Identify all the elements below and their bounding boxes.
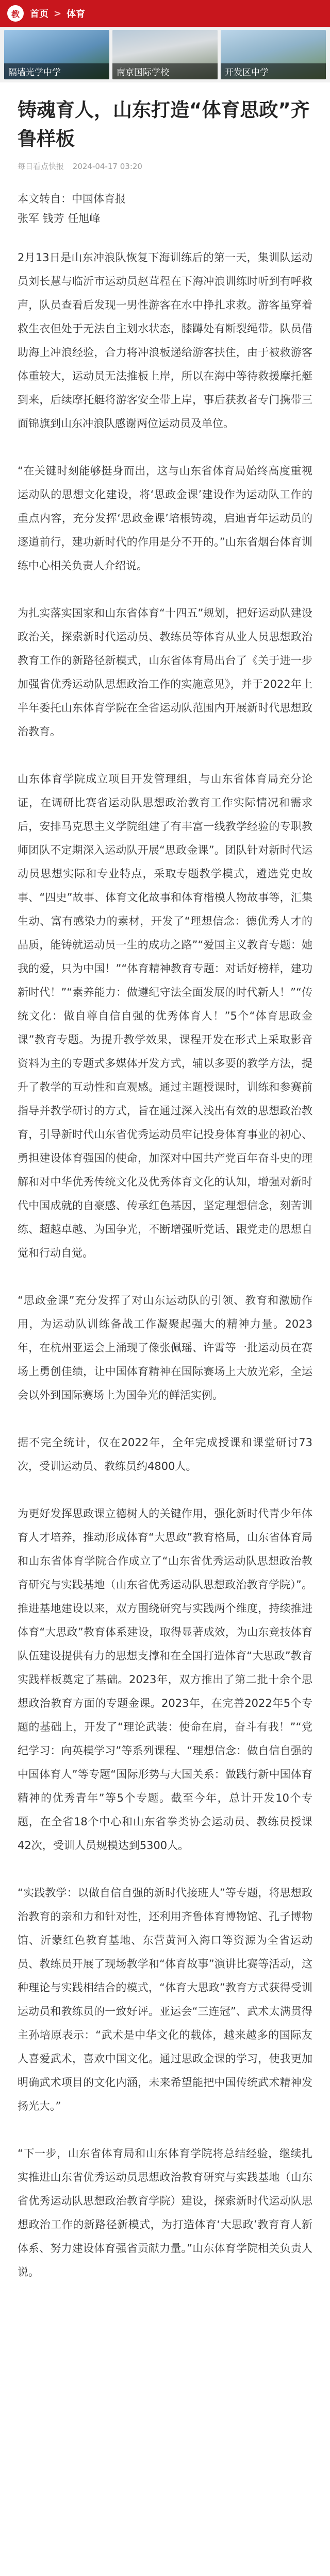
breadcrumb bbox=[30, 7, 85, 20]
article-paragraph: “在关键时刻能够挺身而出，这与山东省体育局始终高度重视运动队的思想文化建设，将‘思政金课’建设作为运动队工作的重点内容，充分发挥‘思政金课’培根铸魂，启迪青年运动员的逐道前行，建功新时代的作用是分不开的。”山东省烟台体育训练中心相关负责人介绍说。 bbox=[18, 465, 312, 572]
article-body bbox=[0, 82, 330, 2299]
source-line: 本文转自：中国体育报 bbox=[18, 193, 126, 205]
article-paragraph: “下一步，山东省体育局和山东体育学院将总结经验，继续扎实推进山东省优秀运动员思想政治教育研究与实践基地（山东省优秀运动队思想政治教育学院）建设，探索新时代运动队思想政治工作的新路径新模式，为打造体育‘大思政’教育育人新体系、努力建设体育强省贡献力量。”山东体育学院相关负责人说。 bbox=[18, 2147, 312, 2278]
thumbnail-card[interactable] bbox=[221, 30, 326, 79]
thumbnail-caption: 南京国际学校 bbox=[112, 63, 218, 79]
reporter-line: 张军 钱芳 任旭峰 bbox=[18, 212, 101, 225]
thumbnail-card[interactable] bbox=[112, 30, 218, 79]
related-thumbnails bbox=[0, 27, 330, 82]
site-logo[interactable]: 教 bbox=[7, 5, 24, 22]
breadcrumb-channel-link[interactable]: 体育 bbox=[67, 9, 86, 20]
thumbnail-card[interactable] bbox=[4, 30, 109, 79]
breadcrumb-home-link[interactable]: 首页 bbox=[30, 9, 48, 20]
article-paragraph: 2月13日是山东冲浪队恢复下海训练后的第一天，集训队运动员刘长慧与临沂市运动员赵茸程在下海冲浪训练时听到有呼救声，队员查看后发现一男性游客在水中挣扎求救。游客虽穿着救生衣但处于无法自主划水状态，膝蹲处有断裂绳带。队员借助海上冲浪经验，合力将冲浪板递给游客扶住，由于被救游客体重较大，运动员无法推板上岸，所以在海中等待救援摩托艇到来，后续摩托艇将游客安全带上岸，事后获救者专门携带三面锦旗到山东冲浪队感谢两位运动员及单位。 bbox=[18, 251, 312, 430]
article-paragraph: 山东体育学院成立项目开发管理组，与山东省体育局充分论证，在调研比赛省运动队思想政治教育工作实际情况和需求后，安排马克思主义学院组建了有丰富一线教学经验的专职教师团队不定期深入运动队开展“思政金课”。团队针对新时代运动员思想实际和专业特点，采取专题教学模式，遴选党史故事、“四史”故事、体育文化故事和体育楷模人物故事等，汇集生动、富有感染力的素材，开发了“理想信念：德优秀人才的品质，能铸就运动员一生的成功之路”“爱国主义教育专题：她我的爱，只为中国！”“体育精神教育专题：对话好榜样，建功新时代！”“素养能力：做遵纪守法全面发展的时代新人！”“传统文化：做自尊自信自强的优秀体育人！”5个“体育思政金课”教育专题。为提升教学效果，课程开发在形式上采取影音资料为主的专题式多媒体开发方式，辅以多要的教学方法，提升了教学的互动性和直观感。通过主题授课时，训练和参赛前指导并教学研讨的方式，旨在通过深入浅出有效的思想政治教育，引导新时代山东省优秀运动员牢记投身体育事业的初心、勇担建设体育强国的使命，加深对中国共产党百年奋斗史的理解和对中华优秀传统文化及优秀体育文化的认知，增强对新时代中国成就的自豪感、传承红色基因，坚定理想信念，刻苦训练、超越卓越、为国争光，不断增强听党话、跟党走的思想自觉和行动自觉。 bbox=[18, 773, 312, 1259]
thumbnail-caption: 隔墙光学中学 bbox=[4, 63, 109, 79]
thumbnail-caption: 开发区中学 bbox=[221, 63, 326, 79]
article-paragraph: “思政金课”充分发挥了对山东运动队的引领、教育和激励作用，为运动队训练备战工作凝聚起强大的精神力量。2023年，在杭州亚运会上涌现了像张佩瑶、许霄等一批运动员在赛场上勇创佳绩，让中国体育精神在国际赛场上大放光彩，全运会以外到国际赛场上为国争光的鲜活实例。 bbox=[18, 1294, 312, 1401]
top-navigation-bar bbox=[0, 0, 330, 27]
breadcrumb-separator: > bbox=[54, 8, 62, 19]
article-meta bbox=[18, 161, 312, 172]
meta-source: 每日看点快报 bbox=[18, 162, 64, 171]
meta-timestamp: 2024-04-17 03:20 bbox=[72, 162, 142, 171]
article-paragraph: 为扎实落实国家和山东省体育“十四五”规划，把好运动队建设政治关，探索新时代运动员、教练员等体育从业人员思想政治教育工作的新路径新模式，山东省体育局出台了《关于进一步加强省优秀运动队思想政治工作的实施意见》，并于2022年上半年委托山东体育学院在全省运动队范围内开展新时代思想政治教育。 bbox=[18, 607, 312, 738]
article-paragraph: 为更好发挥思政课立德树人的关键作用，强化新时代青少年体育人才培养，推动形成体育“大思政”教育格局，山东省体育局和山东省体育学院合作成立了“山东省优秀运动队思想政治教育研究与实践基地（山东省优秀运动队思想政治教育学院）”。推进基地建设以来，双方围绕研究与实践两个维度，持续推进体育“大思政”教育体系建设，取得显著成效，为山东竞技体育队伍建设提供有力的思想支撑和在全国打造体育“大思政”教育实践样板奠定了基础。2023年，双方推出了第二批十余个思想政治教育方面的专题金课。2023年，在完善2022年5个专题的基础上，开发了“理论武装：使命在肩，奋斗有我！”“党纪学习：向英模学习”等系列课程、“理想信念：做自信自强的中国体育人”等专题“国际形势与大国关系：做践行新中国体育精神的优秀青年”等5个专题。截至今年，总计开发10个专题，在全省18个中心和山东省拳类协会运动员、教练员授课42次，受训人员规模达到5300人。 bbox=[18, 1507, 312, 1852]
article-paragraph: 据不完全统计，仅在2022年，全年完成授课和课堂研讨73次，受训运动员、教练员约4800人。 bbox=[18, 1436, 312, 1472]
article-paragraph: “实践教学：以做自信自强的新时代接班人”等专题，将思想政治教育的亲和力和针对性，还利用齐鲁体育博物馆、孔子博物馆、沂蒙红色教育基地、东营黄河入海口等资源为全省运动员、教练员开展了现场教学和“体育故事”演讲比赛等活动，这种理论与实践相结合的模式，“体育大思政”教育方式获得受训运动员和教练员的一致好评。亚运会“三连冠”、武术太满贯得主孙培原表示：“武术是中华文化的载体，越来越多的国际友人喜爱武术，喜欢中国文化。通过思政金课的学习，使我更加明确武术项目的文化内涵，未来希望能把中国传统武术精神发扬光大。” bbox=[18, 1887, 312, 2112]
article-title: 铸魂育人，山东打造“体育思政”齐鲁样板 bbox=[18, 99, 310, 150]
